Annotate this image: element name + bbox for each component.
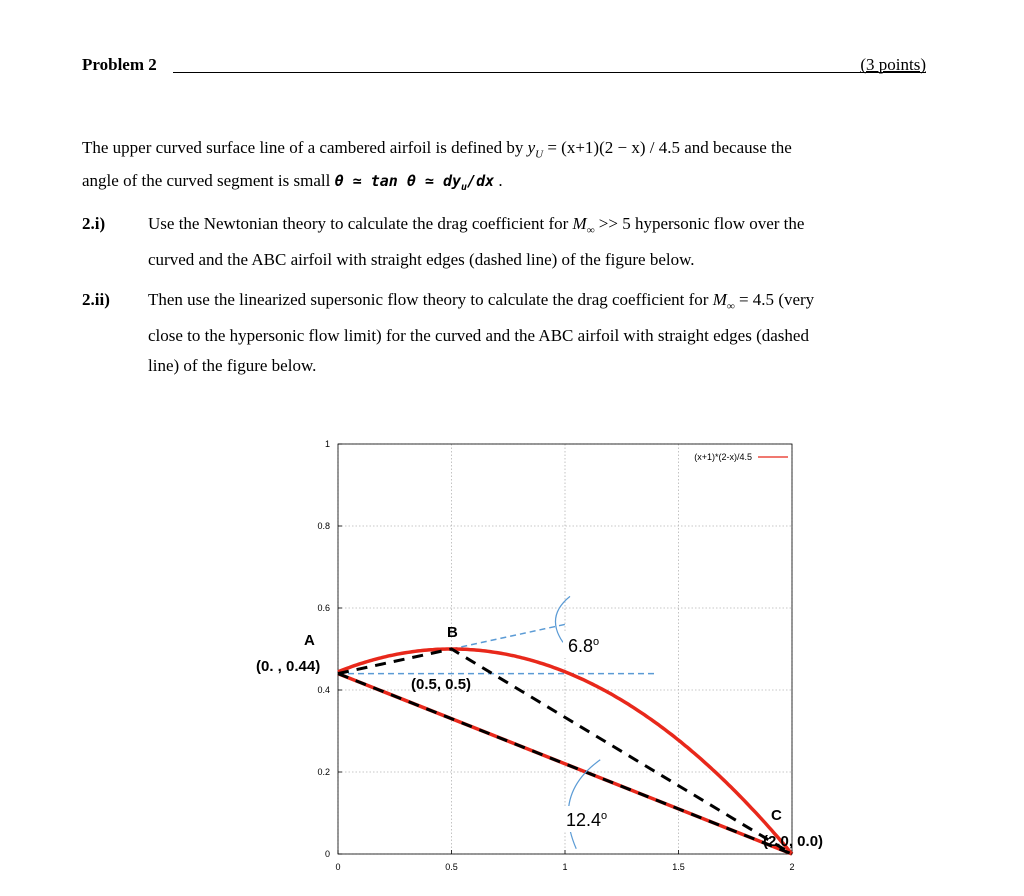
equation-rhs: = (x+1)(2 − x) / 4.5 xyxy=(543,138,680,157)
tangent-line xyxy=(452,624,566,649)
intro-text: The upper curved surface line of a cambered airfoil is defined by xyxy=(82,138,524,157)
problem-points: (3 points) xyxy=(860,55,926,74)
point-c-label: C xyxy=(771,807,782,824)
y-tick-label: 0.8 xyxy=(317,521,330,531)
x-tick-label: 1.5 xyxy=(672,862,685,872)
legend-label: (x+1)*(2-x)/4.5 xyxy=(694,452,752,462)
point-b-coord: (0.5, 0.5) xyxy=(411,676,472,693)
point-a-label: A xyxy=(304,632,315,649)
angle-label-lower: 12.4$^o$ xyxy=(566,810,608,830)
mach-symbol: $M_\infty$ xyxy=(712,290,735,313)
y-tick-label: 1 xyxy=(324,439,330,449)
intro-period: . xyxy=(498,171,503,190)
y-tick-label: 0.2 xyxy=(317,767,330,777)
point-c-coord: (2.0, 0.0) xyxy=(763,833,824,850)
x-tick-label: 0 xyxy=(335,862,341,872)
x-tick-label: 0.5 xyxy=(445,862,458,872)
problem-title: Problem 2 xyxy=(82,55,157,74)
equation-lhs: $y_U$ xyxy=(527,138,544,161)
item-label-2ii: 2.ii) xyxy=(82,290,110,309)
intro-line-1 xyxy=(82,133,942,169)
x-tick-label: 1 xyxy=(562,862,568,872)
x-tick-label: 2 xyxy=(789,862,795,872)
mach-symbol: $M_\infty$ xyxy=(572,214,595,237)
point-b-label: B xyxy=(447,624,458,641)
intro-text-2: angle of the curved segment is small xyxy=(82,171,331,190)
chart-marks xyxy=(256,452,823,854)
airfoil-chart xyxy=(250,430,850,880)
intro-line-2 xyxy=(82,166,503,203)
angle-arc-lower xyxy=(568,760,600,849)
y-tick-label: 0.6 xyxy=(317,603,330,613)
header-rule xyxy=(173,72,926,73)
item-text-2ii: Then use the linearized supersonic flow theory to calculate the drag coefficient for $M_\infty = 4.5$ (very close to the hypersonic flow limit) for the curved and the ABC airfoil with straight edges (dashed line) of the figure below. xyxy=(148,290,815,376)
intro-text-end: and because the xyxy=(684,138,792,157)
angle-label-upper: 6.8$^o$ xyxy=(568,636,600,656)
approx-expression: θ ≃ tan θ ≃ $dy_u/dx$ xyxy=(334,172,495,193)
y-tick-label: 0.4 xyxy=(317,685,330,695)
item-label-2i: 2.i) xyxy=(82,214,106,233)
point-a-coord: (0. , 0.44) xyxy=(256,658,321,675)
item-text-2i: Use the Newtonian theory to calculate the drag coefficient for $M_\infty >> 5$ hypersonic flow over the curved and the ABC airfoil with straight edges (dashed line) of the figure below. xyxy=(148,214,805,270)
y-tick-label: 0 xyxy=(324,849,330,859)
